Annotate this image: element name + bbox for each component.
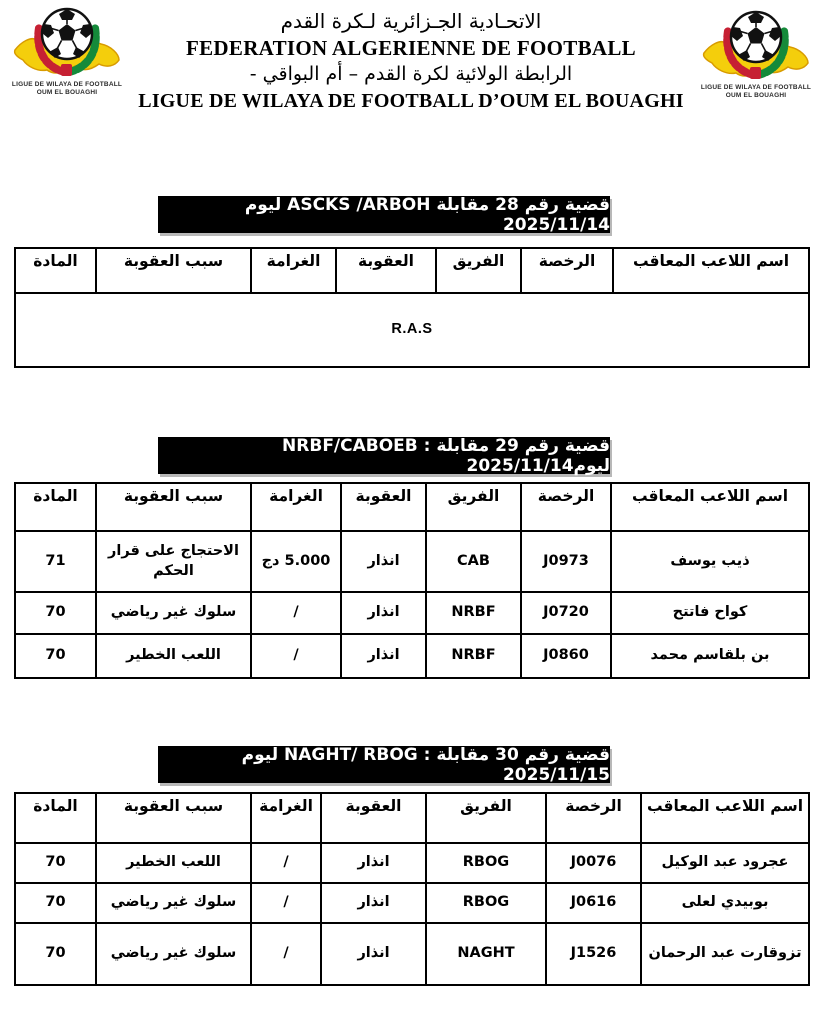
- case-30-header-bar: قضية رقم 30 مقابلة : NAGHT/ RBOG ليوم 2025/11/15: [158, 746, 610, 783]
- fine-cell: /: [251, 634, 341, 678]
- col-reason: سبب العقوبة: [96, 483, 251, 531]
- col-article: المادة: [15, 793, 96, 843]
- reason-cell: سلوك غير رياضي: [96, 883, 251, 923]
- player-name-cell: بن بلقاسم محمد: [611, 634, 809, 678]
- col-penalty: العقوبة: [321, 793, 426, 843]
- league-logo-left: [8, 2, 126, 98]
- logo-caption-line2: OUM EL BOUAGHI: [725, 92, 787, 100]
- col-license: الرخصة: [521, 483, 611, 531]
- col-player-name: اسم اللاعب المعاقب: [611, 483, 809, 531]
- table-row: [15, 293, 809, 367]
- player-name-cell: عجرود عبد الوكيل: [641, 843, 809, 883]
- col-fine: الغرامة: [251, 793, 321, 843]
- team-cell: CAB: [426, 531, 521, 592]
- article-cell: 70: [15, 634, 96, 678]
- federation-title-french: FEDERATION ALGERIENNE DE FOOTBALL: [185, 36, 636, 60]
- col-player-name: اسم اللاعب المعاقب: [641, 793, 809, 843]
- document-header: [130, 8, 692, 115]
- col-penalty: العقوبة: [336, 248, 436, 293]
- table-header-row: [15, 248, 809, 293]
- col-team: الفريق: [436, 248, 521, 293]
- reason-cell: سلوك غير رياضي: [96, 592, 251, 634]
- col-reason: سبب العقوبة: [96, 248, 251, 293]
- article-cell: 70: [15, 883, 96, 923]
- team-cell: RBOG: [426, 883, 546, 923]
- table-row: [15, 531, 809, 592]
- table-row: [15, 923, 809, 985]
- table-header-row: [15, 483, 809, 531]
- player-name-cell: بوبيدي لعلى: [641, 883, 809, 923]
- case-28-header-bar: قضية رقم 28 مقابلة ASCKS /ARBOH ليوم 2025/11/14: [158, 196, 610, 233]
- license-cell: J0616: [546, 883, 641, 923]
- col-reason: سبب العقوبة: [96, 793, 251, 843]
- table-row: [15, 843, 809, 883]
- license-cell: J0076: [546, 843, 641, 883]
- team-cell: NRBF: [426, 592, 521, 634]
- fine-cell: /: [251, 592, 341, 634]
- col-team: الفريق: [426, 793, 546, 843]
- article-cell: 70: [15, 843, 96, 883]
- fine-cell: /: [251, 923, 321, 985]
- article-cell: 70: [15, 923, 96, 985]
- case-28-table: [14, 247, 810, 368]
- penalty-cell: انذار: [321, 843, 426, 883]
- col-article: المادة: [15, 483, 96, 531]
- federation-title-arabic: الاتحـادية الجـزائرية لـكرة القدم: [280, 9, 542, 33]
- license-cell: J0973: [521, 531, 611, 592]
- penalty-cell: انذار: [341, 531, 426, 592]
- player-name-cell: كواح فاتتح: [611, 592, 809, 634]
- penalty-cell: انذار: [341, 634, 426, 678]
- article-cell: 70: [15, 592, 96, 634]
- reason-cell: اللعب الخطير: [96, 843, 251, 883]
- league-crest-icon: [11, 2, 123, 80]
- col-license: الرخصة: [521, 248, 613, 293]
- penalty-cell: انذار: [321, 923, 426, 985]
- license-cell: J0860: [521, 634, 611, 678]
- reason-cell: اللعب الخطير: [96, 634, 251, 678]
- article-cell: 71: [15, 531, 96, 592]
- team-cell: NRBF: [426, 634, 521, 678]
- fine-cell: /: [251, 883, 321, 923]
- penalty-cell: انذار: [321, 883, 426, 923]
- case-29-header-bar: قضية رقم 29 مقابلة : NRBF/CABOEB ليوم2025/11/14: [158, 437, 610, 474]
- col-team: الفريق: [426, 483, 521, 531]
- logo-caption: [697, 84, 815, 101]
- logo-caption: [8, 81, 126, 98]
- logo-caption-line1: LIGUE DE WILAYA DE FOOTBALL: [11, 81, 123, 88]
- col-fine: الغرامة: [251, 483, 341, 531]
- team-cell: RBOG: [426, 843, 546, 883]
- case-29-table: [14, 482, 810, 679]
- logo-caption-line2: OUM EL BOUAGHI: [36, 89, 98, 97]
- fine-cell: /: [251, 843, 321, 883]
- col-license: الرخصة: [546, 793, 641, 843]
- table-row: [15, 634, 809, 678]
- player-name-cell: تزوقارت عبد الرحمان: [641, 923, 809, 985]
- league-crest-icon: [700, 5, 812, 83]
- league-title-arabic: الرابطة الولائية لكرة القدم – أم البواقي -: [249, 63, 573, 85]
- league-logo-right: [697, 5, 815, 101]
- case-30-table: [14, 792, 810, 986]
- logo-caption-line1: LIGUE DE WILAYA DE FOOTBALL: [700, 84, 812, 91]
- reason-cell: الاحتجاج على قرار الحكم: [96, 531, 251, 592]
- penalty-cell: انذار: [341, 592, 426, 634]
- fine-cell: 5.000 دج: [251, 531, 341, 592]
- team-cell: NAGHT: [426, 923, 546, 985]
- col-player-name: اسم اللاعب المعاقب: [613, 248, 809, 293]
- table-row: [15, 883, 809, 923]
- col-fine: الغرامة: [251, 248, 336, 293]
- license-cell: J0720: [521, 592, 611, 634]
- col-article: المادة: [15, 248, 96, 293]
- col-penalty: العقوبة: [341, 483, 426, 531]
- table-header-row: [15, 793, 809, 843]
- table-row: [15, 592, 809, 634]
- reason-cell: سلوك غير رياضي: [96, 923, 251, 985]
- license-cell: J1526: [546, 923, 641, 985]
- no-sanctions-cell: R.A.S: [15, 293, 809, 367]
- player-name-cell: ذيب يوسف: [611, 531, 809, 592]
- league-title-french: LIGUE DE WILAYA DE FOOTBALL D’OUM EL BOUAGHI: [138, 90, 684, 112]
